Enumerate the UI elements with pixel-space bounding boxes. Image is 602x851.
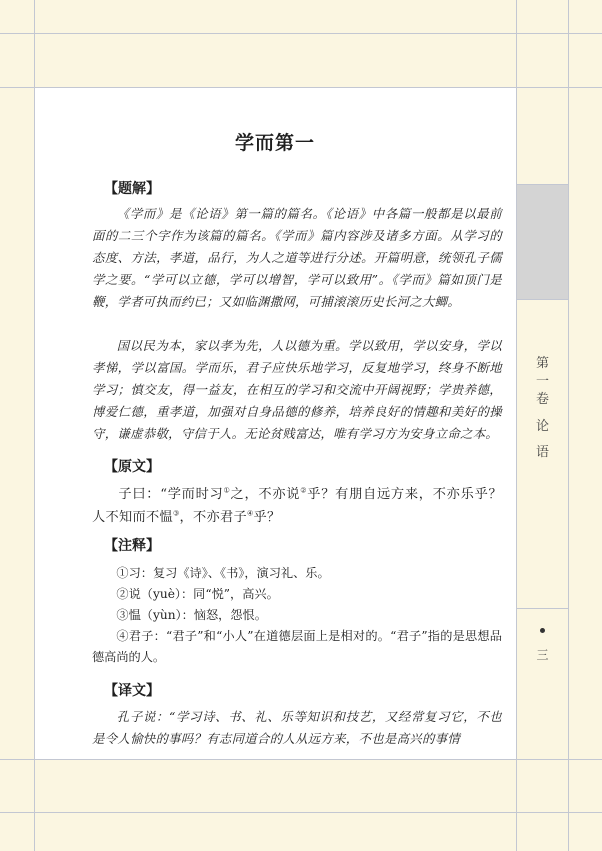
book-char-1: 论	[535, 419, 549, 434]
sidebar-divider-1	[517, 184, 568, 185]
note-item: ②说（yuè）：同“悦”，高兴。	[116, 587, 279, 601]
page-number: 三	[536, 648, 549, 662]
note-item: ③愠（yùn）：恼怒，怨恨。	[116, 608, 267, 622]
note-item: ④君子：“君子”和“小人”在道德层面上是相对的。“君子”指的是思想品德高尚的人。	[92, 629, 502, 664]
volume-char-2: 一	[535, 374, 549, 389]
section-heading-yiwen: 【译文】	[104, 683, 160, 699]
footer-line	[0, 759, 602, 760]
bottom-margin-line	[0, 812, 602, 813]
note-item: ①习：复习《诗》、《书》，演习礼、乐。	[116, 566, 330, 580]
translation-text: 孔子说：“学习诗、书、礼、乐等知识和技艺，又经常复习它，不也是令人愉快的事吗？有志同道合的人从远方来，不也是高兴的事情	[92, 709, 502, 746]
volume-char-3: 卷	[535, 392, 549, 407]
header-line	[0, 87, 602, 88]
top-margin-line	[0, 33, 602, 34]
tijie-paragraph-2: 国以民为本，家以孝为先，人以德为重。学以致用，学以安身，学以孝悌，学以富国。学而乐，君子应快乐地学习，反复地学习，终身不断地学习；慎交友，得一益友，在相互的学习和交流中开阔视野；学贵养德，博爱仁德，重孝道，加强对自身品德的修养，培养良好的情趣和美好的操守，谦虚恭敬，守信于人。无论贫贱富达，唯有学习方为安身立命之本。	[92, 338, 502, 441]
section-heading-yuanwen: 【原文】	[104, 459, 160, 475]
sidebar-divider-3	[517, 608, 568, 609]
book-char-2: 语	[535, 445, 549, 460]
section-heading-tijie: 【题解】	[104, 181, 160, 197]
section-heading-zhushi: 【注释】	[104, 538, 160, 554]
volume-char-1: 第	[535, 356, 549, 371]
sidebar-tab	[517, 184, 568, 299]
page-dot-icon	[540, 628, 545, 633]
right-margin-line	[568, 0, 569, 851]
notes-list	[92, 563, 502, 668]
tijie-paragraph-1: 《学而》是《论语》第一篇的篇名。《论语》中各篇一般都是以最前面的二三个字作为该篇的篇名。《学而》篇内容涉及诸多方面。从学习的态度、方法，孝道，品行，为人之道等进行分述。开篇明意，统领孔子儒学之要。“学可以立德，学可以增智，学可以致用”。《学而》篇如顶门是鞭，学者可执而约已；又如临渊撒网，可捕滚滚历史长河之大鲫。	[92, 206, 502, 309]
sidebar-divider-2	[517, 299, 568, 300]
original-text: 子曰：“学而时习①之，不亦说②乎？有朋自远方来，不亦乐乎？人不知而不愠③，不亦君子④乎？	[92, 486, 502, 525]
chapter-title: 学而第一	[234, 132, 315, 154]
